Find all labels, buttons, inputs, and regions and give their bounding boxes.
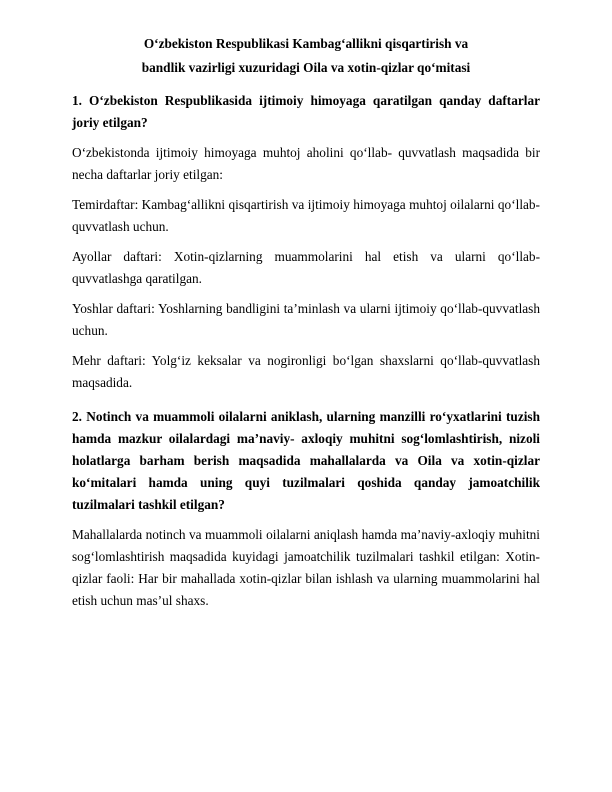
answer-1-item-yoshlar-daftari: Yoshlar daftari: Yoshlarning bandligini ta’minlash va ularni ijtimoiy qo‘llab-quvvatlash uchun. (72, 301, 540, 338)
answer-1-intro: O‘zbekistonda ijtimoiy himoyaga muhtoj aholini qo‘llab- quvvatlash maqsadida bir necha daftarlar joriy etilgan: (72, 145, 540, 182)
answer-1-item-ayollar-daftari: Ayollar daftari: Xotin-qizlarning muammolarini hal etish va ularni qo‘llab-quvvatlashga qaratilgan. (72, 249, 540, 286)
answer-1-item-mehr-daftari: Mehr daftari: Yolg‘iz keksalar va nogironligi bo‘lgan shaxslarni qo‘llab-quvvatlash maqsadida. (72, 353, 540, 390)
question-2: 2. Notinch va muammoli oilalarni aniklash, ularning manzilli ro‘yxatlarini tuzish hamda mazkur oilalardagi ma’naviy- axloqiy muhitni sog‘lomlashtirish, nizoli holatlarga barham berish maqsadida mahallalarda va Oila va xotin-qizlar ko‘mitalari hamda uning quyi tuzilmalari qoshida qanday jamoatchilik tuzilmalari tashkil etilgan? (72, 409, 540, 512)
header-line-1: O‘zbekiston Respublikasi Kambag‘allikni qisqartirish va (143, 36, 469, 51)
answer-1-item-temirdaftar: Temirdaftar: Kambag‘allikni qisqartirish va ijtimoiy himoyaga muhtoj oilalarni qo‘llab-quvvatlash uchun. (72, 197, 540, 234)
question-1: 1. O‘zbekiston Respublikasida ijtimoiy himoyaga qaratilgan qanday daftarlar joriy etilgan? (72, 93, 540, 130)
document-page (72, 34, 540, 612)
answer-2: Mahallalarda notinch va muammoli oilalarni aniqlash hamda ma’naviy-axloqiy muhitni sog‘lomlashtirish maqsadida kuyidagi jamoatchilik tuzilmalari tashkil etilgan: Xotin-qizlar faoli: Har bir mahallada xotin-qizlar bilan ishlash va ularning muammolarini hal etish uchun mas’ul shaxs. (72, 527, 540, 608)
header-line-2: bandlik vazirligi xuzuridagi Oila va xotin-qizlar qo‘mitasi (141, 60, 471, 75)
document-header (72, 34, 540, 78)
